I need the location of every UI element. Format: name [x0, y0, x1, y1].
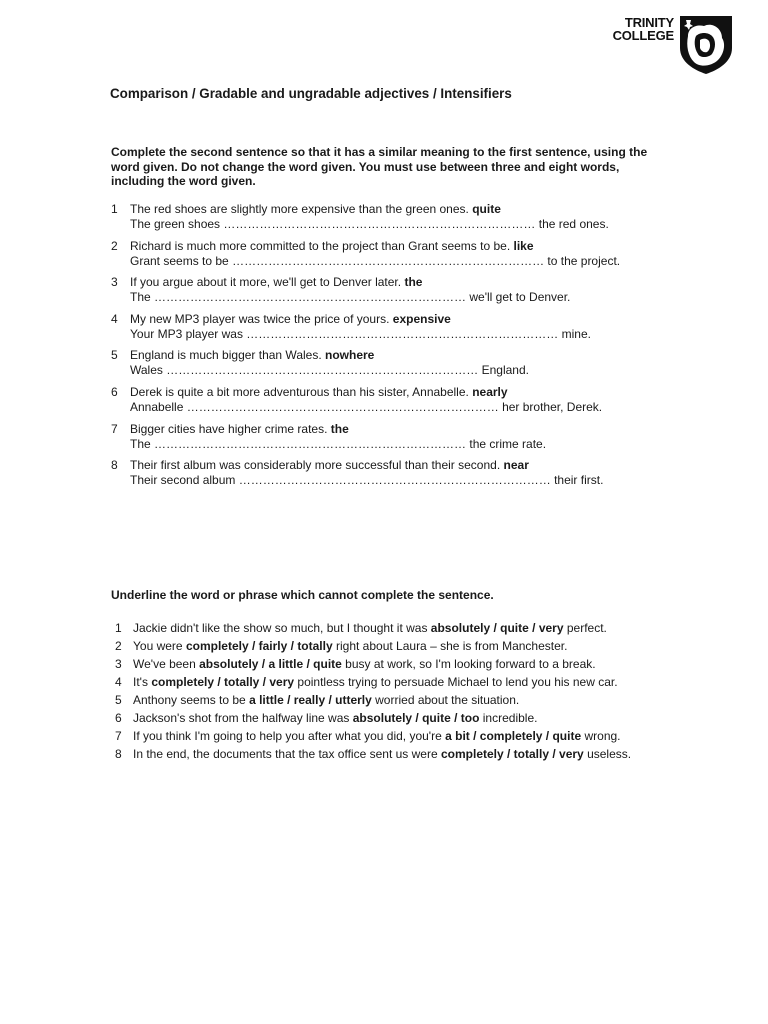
original-sentence-line [111, 312, 671, 327]
item-number: 7 [111, 421, 118, 436]
transformation-item [111, 385, 671, 415]
section2-instruction: Underline the word or phrase which cannot complete the sentence. [111, 588, 494, 602]
item-number: 1 [111, 202, 118, 216]
answer-blank: …………………………………………………………………… [232, 253, 545, 268]
answer-line [111, 400, 671, 415]
section1-instruction: Complete the second sentence so that it has a similar meaning to the first sentence, using the word given. Do not change the word given. You must use between three and eight words, including the word given. [111, 145, 648, 188]
original-sentence-line [111, 348, 671, 363]
sentence-before: Anthony seems to be [133, 693, 246, 707]
sentence-after: perfect. [566, 621, 607, 635]
page-title: Comparison / Gradable and ungradable adjectives / Intensifiers [110, 86, 512, 101]
answer-suffix: their first. [554, 473, 604, 488]
underline-item [115, 637, 675, 655]
option-choices: absolutely / quite / too [352, 711, 480, 725]
item-number: 5 [111, 348, 118, 363]
sentence-after: wrong. [584, 729, 621, 743]
sentence-before: In the end, the documents that the tax office sent us were [133, 747, 438, 761]
logo-wordmark [608, 16, 674, 42]
original-sentence-line [111, 275, 671, 290]
underline-item [115, 691, 675, 709]
trinity-college-logo [608, 14, 733, 78]
transformation-item [111, 422, 671, 452]
item-number: 4 [115, 675, 122, 689]
answer-suffix: to the project. [547, 253, 621, 268]
item-number: 3 [115, 657, 122, 671]
answer-suffix: England. [481, 363, 529, 378]
sentence-after: right about Laura – she is from Manchester. [336, 639, 568, 653]
original-sentence-line [111, 458, 671, 473]
answer-suffix: the crime rate. [469, 436, 547, 451]
item-number: 6 [115, 711, 122, 725]
sentence-after: useless. [587, 747, 632, 761]
original-sentence: Their first album was considerably more successful than their second. [130, 458, 501, 473]
answer-blank: …………………………………………………………………… [186, 399, 499, 414]
original-sentence: Richard is much more committed to the project than Grant seems to be. [130, 238, 511, 253]
keyword: the [404, 275, 423, 290]
answer-blank: …………………………………………………………………… [238, 473, 551, 488]
item-number: 3 [111, 275, 118, 290]
original-sentence: Derek is quite a bit more adventurous than his sister, Annabelle. [130, 384, 469, 399]
section1-items [111, 202, 671, 495]
answer-prefix: The [130, 290, 151, 305]
transformation-item [111, 275, 671, 305]
original-sentence-line [111, 385, 671, 400]
answer-prefix: Wales [130, 363, 163, 378]
underline-item [115, 655, 675, 673]
underline-item [115, 745, 675, 763]
item-number: 7 [115, 729, 122, 743]
item-number: 8 [111, 458, 118, 473]
keyword: the [330, 421, 349, 436]
answer-line [111, 363, 671, 378]
logo-line-college: COLLEGE [612, 28, 674, 43]
original-sentence: Bigger cities have higher crime rates. [130, 421, 328, 436]
logo-line-trinity: TRINITY [624, 15, 674, 30]
sentence-before: We've been [133, 657, 196, 671]
transformation-item [111, 348, 671, 378]
original-sentence-line [111, 202, 671, 217]
answer-line [111, 437, 671, 452]
keyword: like [513, 238, 534, 253]
original-sentence: England is much bigger than Wales. [130, 348, 322, 363]
item-number: 6 [111, 384, 118, 399]
underline-item [115, 673, 675, 691]
answer-line [111, 473, 671, 488]
answer-blank: …………………………………………………………………… [154, 436, 467, 451]
item-number: 1 [115, 621, 122, 635]
original-sentence: If you argue about it more, we'll get to Denver later. [130, 275, 402, 290]
section2-items [115, 619, 675, 763]
answer-line [111, 290, 671, 305]
answer-blank: …………………………………………………………………… [223, 217, 536, 231]
option-choices: a bit / completely / quite [445, 729, 582, 743]
underline-item [115, 619, 675, 637]
keyword: quite [472, 202, 501, 216]
transformation-item [111, 458, 671, 488]
keyword: expensive [392, 311, 451, 326]
transformation-item [111, 202, 671, 232]
answer-suffix: we'll get to Denver. [469, 290, 571, 305]
answer-prefix: Grant seems to be [130, 253, 229, 268]
keyword: nowhere [325, 348, 375, 363]
answer-prefix: The green shoes [130, 217, 221, 231]
answer-prefix: Annabelle [130, 399, 184, 414]
sentence-before: Jackson's shot from the halfway line was [133, 711, 350, 725]
underline-item [115, 727, 675, 745]
transformation-item [111, 312, 671, 342]
answer-prefix: The [130, 436, 151, 451]
sentence-before: You were [133, 639, 183, 653]
item-number: 5 [115, 693, 122, 707]
original-sentence: The red shoes are slightly more expensive than the green ones. [130, 202, 469, 216]
answer-suffix: mine. [561, 326, 591, 341]
lion-shield-icon [678, 14, 734, 76]
option-choices: completely / totally / very [440, 747, 584, 761]
sentence-after: busy at work, so I'm looking forward to a break. [345, 657, 596, 671]
transformation-item [111, 239, 671, 269]
sentence-before: If you think I'm going to help you after what you did, you're [133, 729, 442, 743]
underline-item [115, 709, 675, 727]
answer-blank: …………………………………………………………………… [246, 326, 559, 341]
item-number: 2 [115, 639, 122, 653]
original-sentence-line [111, 422, 671, 437]
sentence-after: worried about the situation. [375, 693, 520, 707]
item-number: 8 [115, 747, 122, 761]
option-choices: absolutely / quite / very [430, 621, 564, 635]
original-sentence-line [111, 239, 671, 254]
answer-blank: …………………………………………………………………… [154, 290, 467, 305]
keyword: near [503, 458, 529, 473]
sentence-after: incredible. [482, 711, 538, 725]
sentence-before: Jackie didn't like the show so much, but I thought it was [133, 621, 428, 635]
answer-prefix: Your MP3 player was [130, 326, 243, 341]
sentence-before: It's [133, 675, 148, 689]
option-choices: completely / totally / very [151, 675, 295, 689]
keyword: nearly [472, 384, 508, 399]
answer-line [111, 327, 671, 342]
answer-suffix: the red ones. [538, 217, 609, 231]
answer-suffix: her brother, Derek. [502, 399, 603, 414]
option-choices: absolutely / a little / quite [199, 657, 342, 671]
option-choices: a little / really / utterly [249, 693, 372, 707]
answer-line [111, 217, 671, 232]
sentence-after: pointless trying to persuade Michael to lend you his new car. [297, 675, 618, 689]
answer-blank: …………………………………………………………………… [166, 363, 479, 378]
answer-line [111, 254, 671, 269]
option-choices: completely / fairly / totally [185, 639, 333, 653]
answer-prefix: Their second album [130, 473, 236, 488]
item-number: 2 [111, 238, 118, 253]
item-number: 4 [111, 311, 118, 326]
original-sentence: My new MP3 player was twice the price of yours. [130, 311, 390, 326]
